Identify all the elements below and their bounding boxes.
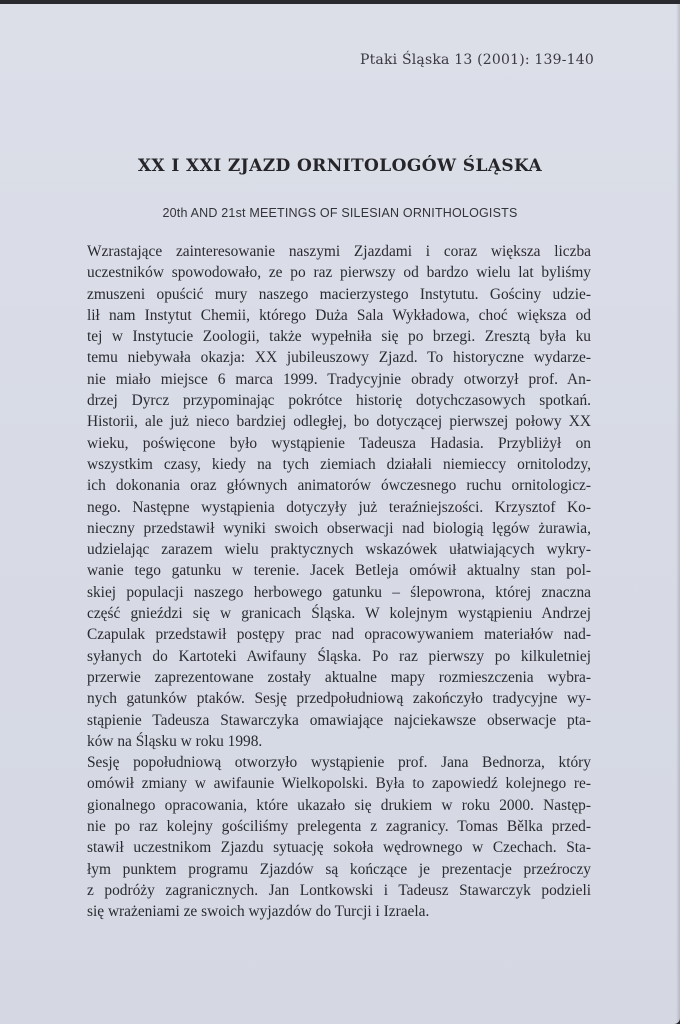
text-line: syłanych do Kartoteki Awifauny Śląska. Po raz pierwszy po kilkuletniej (87, 647, 591, 665)
text-line: przerwie zaprezentowane zostały aktualne mapy rozmieszczenia wybra- (87, 668, 591, 686)
text-line: omówił zmiany w awifaunie Wielkopolski. Była to zapowiedź kolejnego re- (87, 775, 591, 793)
text-line: stawił uczestnikom Zjazdu sytuację sokoła wędrownego w Czechach. Sta- (87, 839, 591, 857)
text-line: zmuszeni opuścić mury naszego macierzystego Instytutu. Gościny udzie- (87, 285, 591, 303)
text-line: tej w Instytucie Zoologii, także wypełniła się po brzegi. Zresztą była ku (87, 328, 591, 346)
text-line: nieczny przedstawił wyniki swoich obserwacji nad biologią lęgów żurawia, (87, 519, 591, 537)
text-line: Sesję popołudniową otworzyło wystąpienie prof. Jana Bednorza, który (87, 754, 591, 772)
text-line: łym punktem programu Zjazdów są kończące je prezentacje przeźroczy (87, 860, 591, 878)
text-line: stąpienie Tadeusza Stawarczyka omawiające najciekawsze obserwacje pta- (87, 711, 591, 729)
text-line: temu niebywała okazja: XX jubileuszowy Zjazd. To historyczne wydarze- (87, 349, 591, 367)
text-line: Historii, ale już nieco bardziej odległej, bo dotyczącej pierwszej połowy XX (87, 413, 591, 431)
paragraph (87, 241, 591, 752)
text-line: nie miało miejsce 6 marca 1999. Tradycyjnie obrady otworzył prof. An- (87, 370, 591, 388)
text-line: wszystkim czasy, kiedy na tych ziemiach działali niemieccy ornitolodzy, (87, 455, 591, 473)
text-line: Czapulak przedstawił postępy prac nad opracowywaniem materiałów nad- (87, 626, 591, 644)
text-line: się wrażeniami ze swoich wyjazdów do Turcji i Izraela. (87, 903, 430, 921)
journal-page (0, 4, 680, 1024)
text-line: gionalnego opracowania, które ukazało się drukiem w roku 2000. Następ- (87, 796, 591, 814)
text-line: Wzrastające zainteresowanie naszymi Zjazdami i coraz większa liczba (87, 243, 591, 260)
text-line: wieku, poświęcone było wystąpienie Tadeusza Hadasia. Przybliżył on (87, 434, 591, 452)
paragraph (87, 752, 591, 922)
text-line: nie po raz kolejny gościliśmy prelegenta z zagranicy. Tomas Bělka przed- (87, 818, 591, 836)
article-subtitle: 20th AND 21st MEETINGS OF SILESIAN ORNITHOLOGISTS (162, 206, 518, 220)
text-line: uczestników spowodowało, ze po raz pierwszy od bardzo wielu lat byliśmy (87, 264, 591, 282)
text-line: nego. Następne wystąpienia dotyczyły już teraźniejszości. Krzysztof Ko- (87, 498, 591, 516)
text-line: lił nam Instytut Chemii, którego Duża Sala Wykładowa, choć większa od (87, 306, 591, 324)
text-line: wanie tego gatunku w terenie. Jacek Betleja omówił aktualny stan pol- (87, 562, 591, 580)
text-line: ich dokonania oraz głównych animatorów ówczesnego ruchu ornitologicz- (87, 477, 591, 495)
article-body (87, 241, 591, 923)
text-line: ków na Śląsku w roku 1998. (87, 732, 263, 750)
text-line: drzej Dyrcz przypominając pokrótce historię dotychczasowych spotkań. (87, 392, 591, 410)
journal-reference: Ptaki Śląska 13 (2001): 139-140 (359, 52, 594, 68)
text-line: nych gatunków ptaków. Sesję przedpołudniową zakończyło tradycyjne wy- (87, 690, 591, 708)
article-title: XX I XXI ZJAZD ORNITOLOGÓW ŚLĄSKA (137, 156, 543, 176)
page-edge-shadow (676, 4, 680, 1024)
text-line: skiej populacji naszego herbowego gatunku – ślepowrona, której znaczna (87, 583, 591, 601)
text-line: z podróży zagranicznych. Jan Lontkowski i Tadeusz Stawarczyk podzieli (87, 881, 591, 899)
text-line: udzielając zarazem wielu praktycznych wskazówek ułatwiających wykry- (87, 541, 591, 559)
text-line: część gnieździ się w granicach Śląska. W kolejnym wystąpieniu Andrzej (87, 605, 591, 623)
